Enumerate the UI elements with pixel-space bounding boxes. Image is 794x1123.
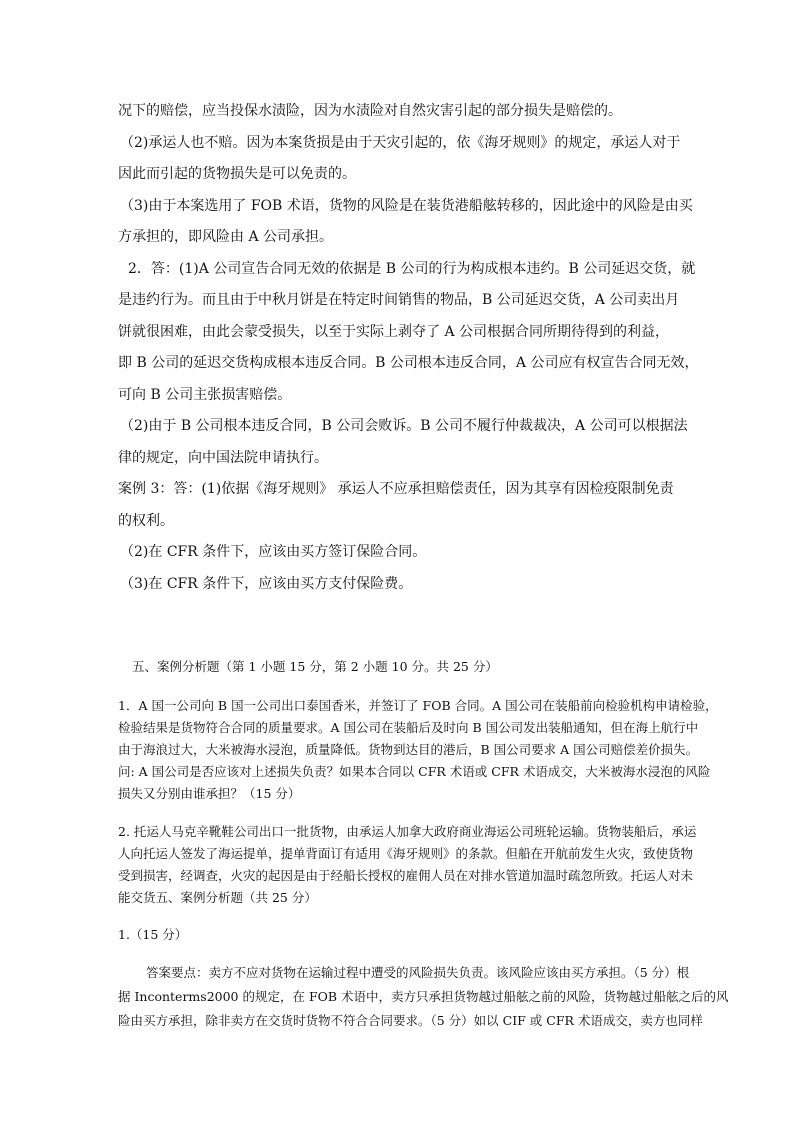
answer-text-line: 答案要点：卖方不应对货物在运输过程中遭受的风险损失负责。该风险应该由买方承担。（5 分）根 (146, 965, 690, 980)
answer-line: 可向 B 公司主张损害赔偿。 (118, 387, 292, 403)
question-1-line: 1．A 国一公司向 B 国一公司出口泰国香米，并签订了 FOB 合同。A 国公司在装船前向检验机构申请检验， (118, 698, 718, 713)
question-1-line: 由于海浪过大，大米被海水浸泡，质量降低。货物到达目的港后，B 国公司要求 A 国公司赔偿差价损失。 (118, 742, 699, 757)
answer-line: 2．答：(1)A 公司宣告合同无效的依据是 B 公司的行为构成根本违约。B 公司延迟交货，就 (128, 261, 696, 277)
answer-line: （3)在 CFR 条件下，应该由买方支付保险费。 (120, 576, 413, 592)
answer-line: 况下的赔偿，应当投保水渍险，因为水渍险对自然灾害引起的部分损失是赔偿的。 (118, 103, 622, 119)
answer-line: 方承担的，即风险由 A 公司承担。 (118, 229, 334, 245)
answer-line: （3)由于本案选用了 FOB 术语，货物的风险是在装货港船舷转移的，因此途中的风险是由买 (120, 198, 693, 214)
question-2-line: 能交货五、案例分析题（共 25 分） (118, 890, 317, 905)
question-1-line: 检验结果是货物符合合同的质量要求。A 国公司在装船后及时向 B 国公司发出装船通知，但在海上航行中 (118, 720, 699, 735)
answer-line: （2)在 CFR 条件下，应该由买方签订保险合同。 (120, 544, 427, 560)
answer-line: 因此而引起的货物损失是可以免责的。 (118, 166, 356, 182)
answer-text-line: 据 Inconterms2000 的规定，在 FOB 术语中，卖方只承担货物越过船舷之前的风险，货物越过船舷之后的风 (118, 989, 729, 1004)
answer-line: 即 B 公司的延迟交货构成根本违反合同。B 公司根本违反合同，A 公司应有权宣告合同无效， (118, 355, 699, 371)
answer-line: （2)承运人也不赔。因为本案货损是由于天灾引起的，依《海牙规则》的规定，承运人对于 (120, 135, 681, 151)
answer-line: 饼就很困难，由此会蒙受损失，以至于实际上剥夺了 A 公司根据合同所期待得到的利益， (118, 324, 670, 340)
answer-label: 1.（15 分） (118, 927, 188, 942)
section-heading: 五、案例分析题（第 1 小题 15 分，第 2 小题 10 分。共 25 分） (132, 659, 498, 674)
answer-line: （2)由于 B 公司根本违反合同，B 公司会败诉。B 公司不履行仲裁裁决，A 公司可以根据法 (120, 418, 688, 434)
answer-line: 案例 3：答：(1)依据《海牙规则》 承运人不应承担赔偿责任，因为其享有因检疫限制免责 (118, 481, 674, 497)
question-2-line: 人向托运人签发了海运提单，提单背面订有适用《海牙规则》的条款。但船在开航前发生火灾，致使货物 (118, 846, 694, 861)
answer-line: 是违约行为。而且由于中秋月饼是在特定时间销售的物品，B 公司延迟交货，A 公司卖出月 (118, 292, 680, 308)
answer-text-line: 险由买方承担，除非卖方在交货时货物不符合合同要求。（5 分）如以 CIF 或 CFR 术语成交，卖方也同样 (118, 1013, 703, 1028)
question-1-line: 问: A 国公司是否应该对上述损失负责？如果本合同以 CFR 术语或 CFR 术语成交，大米被海水浸泡的风险 (118, 764, 711, 779)
question-1-line: 损失又分别由谁承担？（15 分） (118, 786, 301, 801)
question-2-line: 2. 托运人马克辛靴鞋公司出口一批货物，由承运人加拿大政府商业海运公司班轮运输。货物装船后，承运 (118, 824, 697, 839)
answer-line: 律的规定，向中国法院申请执行。 (118, 450, 328, 466)
answer-line: 的权利。 (118, 513, 174, 529)
question-2-line: 受到损害，经调查，火灾的起因是由于经船长授权的雇佣人员在对排水管道加温时疏忽所致。托运人对未 (118, 868, 694, 883)
